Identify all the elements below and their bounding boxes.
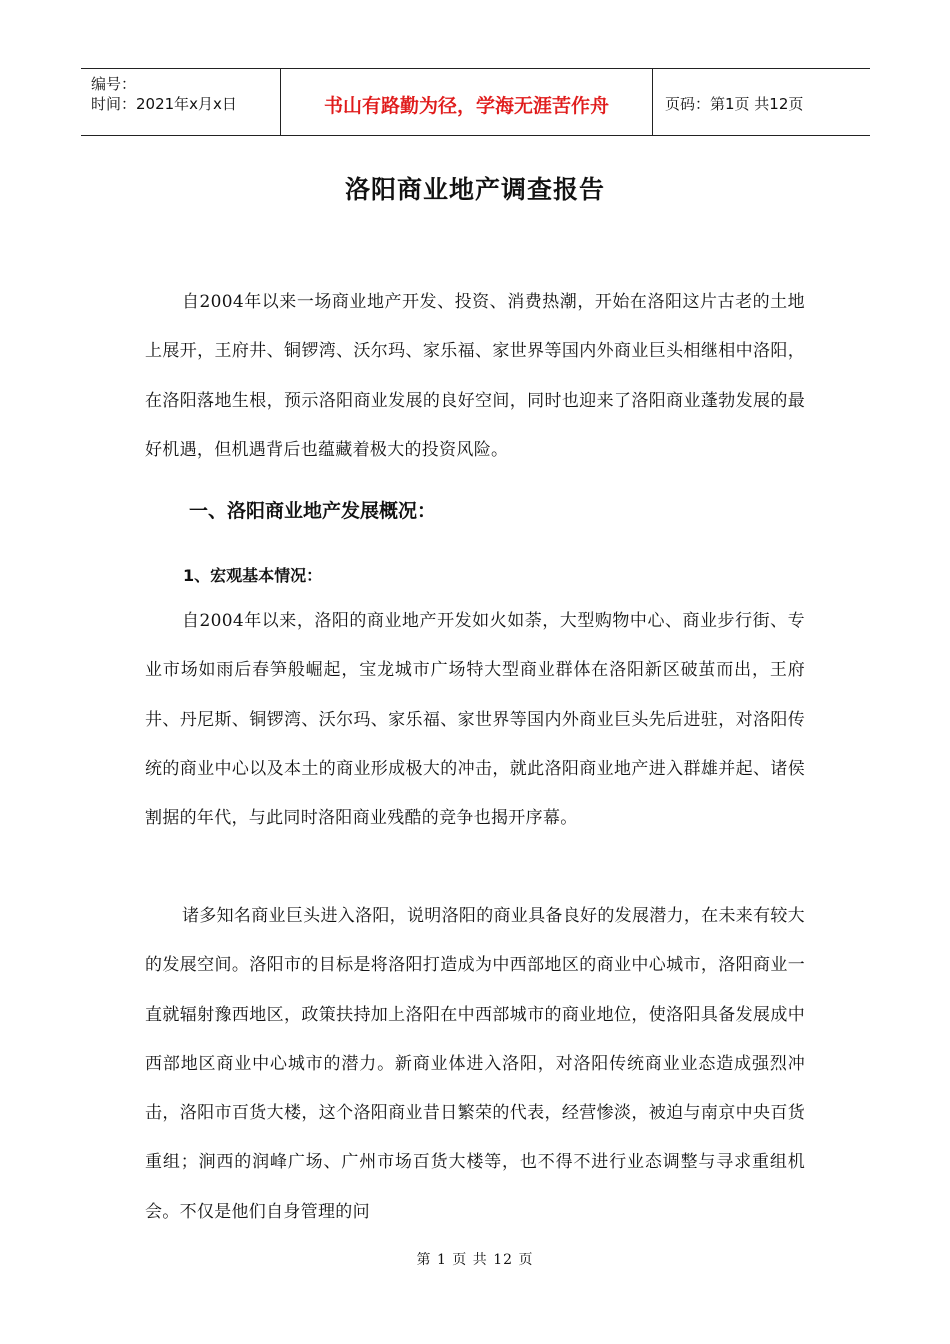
body-paragraph: 自2004年以来，洛阳的商业地产开发如火如荼，大型购物中心、商业步行街、专业市场如雨后春笋般崛起，宝龙城市广场特大型商业群体在洛阳新区破茧而出，王府井、丹尼斯、铜锣湾、沃尔玛、家乐福、家世界等国内外商业巨头先后进驻，对洛阳传统的商业中心以及本土的商业形成极大的冲击，就此洛阳商业地产进入群雄并起、诸侯割据的年代，与此同时洛阳商业残酷的竞争也揭开序幕。 <box>145 611 805 829</box>
section-heading: 一、洛阳商业地产发展概况： <box>189 500 437 522</box>
header-table <box>81 68 870 136</box>
document-title: 洛阳商业地产调查报告 <box>344 175 605 204</box>
header-page-info: 页码：第1页 共12页 <box>665 95 804 113</box>
motto-text: 书山有路勤为径，学海无涯苦作舟 <box>323 95 609 117</box>
header-page-cell <box>653 69 870 135</box>
body-paragraph: 诸多知名商业巨头进入洛阳，说明洛阳的商业具备良好的发展潜力，在未来有较大的发展空间。洛阳市的目标是将洛阳打造成为中西部地区的商业中心城市，洛阳商业一直就辐射豫西地区，政策扶持加上洛阳在中西部城市的商业地位，使洛阳具备发展成中西部地区商业中心城市的潜力。新商业体进入洛阳，对洛阳传统商业业态造成强烈冲击，洛阳市百货大楼，这个洛阳商业昔日繁荣的代表，经营惨淡，被迫与南京中央百货重组；涧西的润峰广场、广州市场百货大楼等，也不得不进行业态调整与寻求重组机会。不仅是他们自身管理的问 <box>145 906 805 1222</box>
subsection-heading: 1、宏观基本情况： <box>183 566 323 585</box>
intro-paragraph: 自2004年以来一场商业地产开发、投资、消费热潮，开始在洛阳这片古老的土地上展开，王府井、铜锣湾、沃尔玛、家乐福、家世界等国内外商业巨头相继相中洛阳，在洛阳落地生根，预示洛阳商业发展的良好空间，同时也迎来了洛阳商业蓬勃发展的最好机遇，但机遇背后也蕴藏着极大的投资风险。 <box>145 292 805 460</box>
document-time-label: 时间：2021年x月x日 <box>91 95 237 113</box>
header-meta-cell <box>81 69 281 135</box>
document-number-label: 编号： <box>91 75 137 93</box>
page-footer: 第 1 页 共 12 页 <box>416 1252 534 1268</box>
header-motto-cell <box>281 69 653 135</box>
